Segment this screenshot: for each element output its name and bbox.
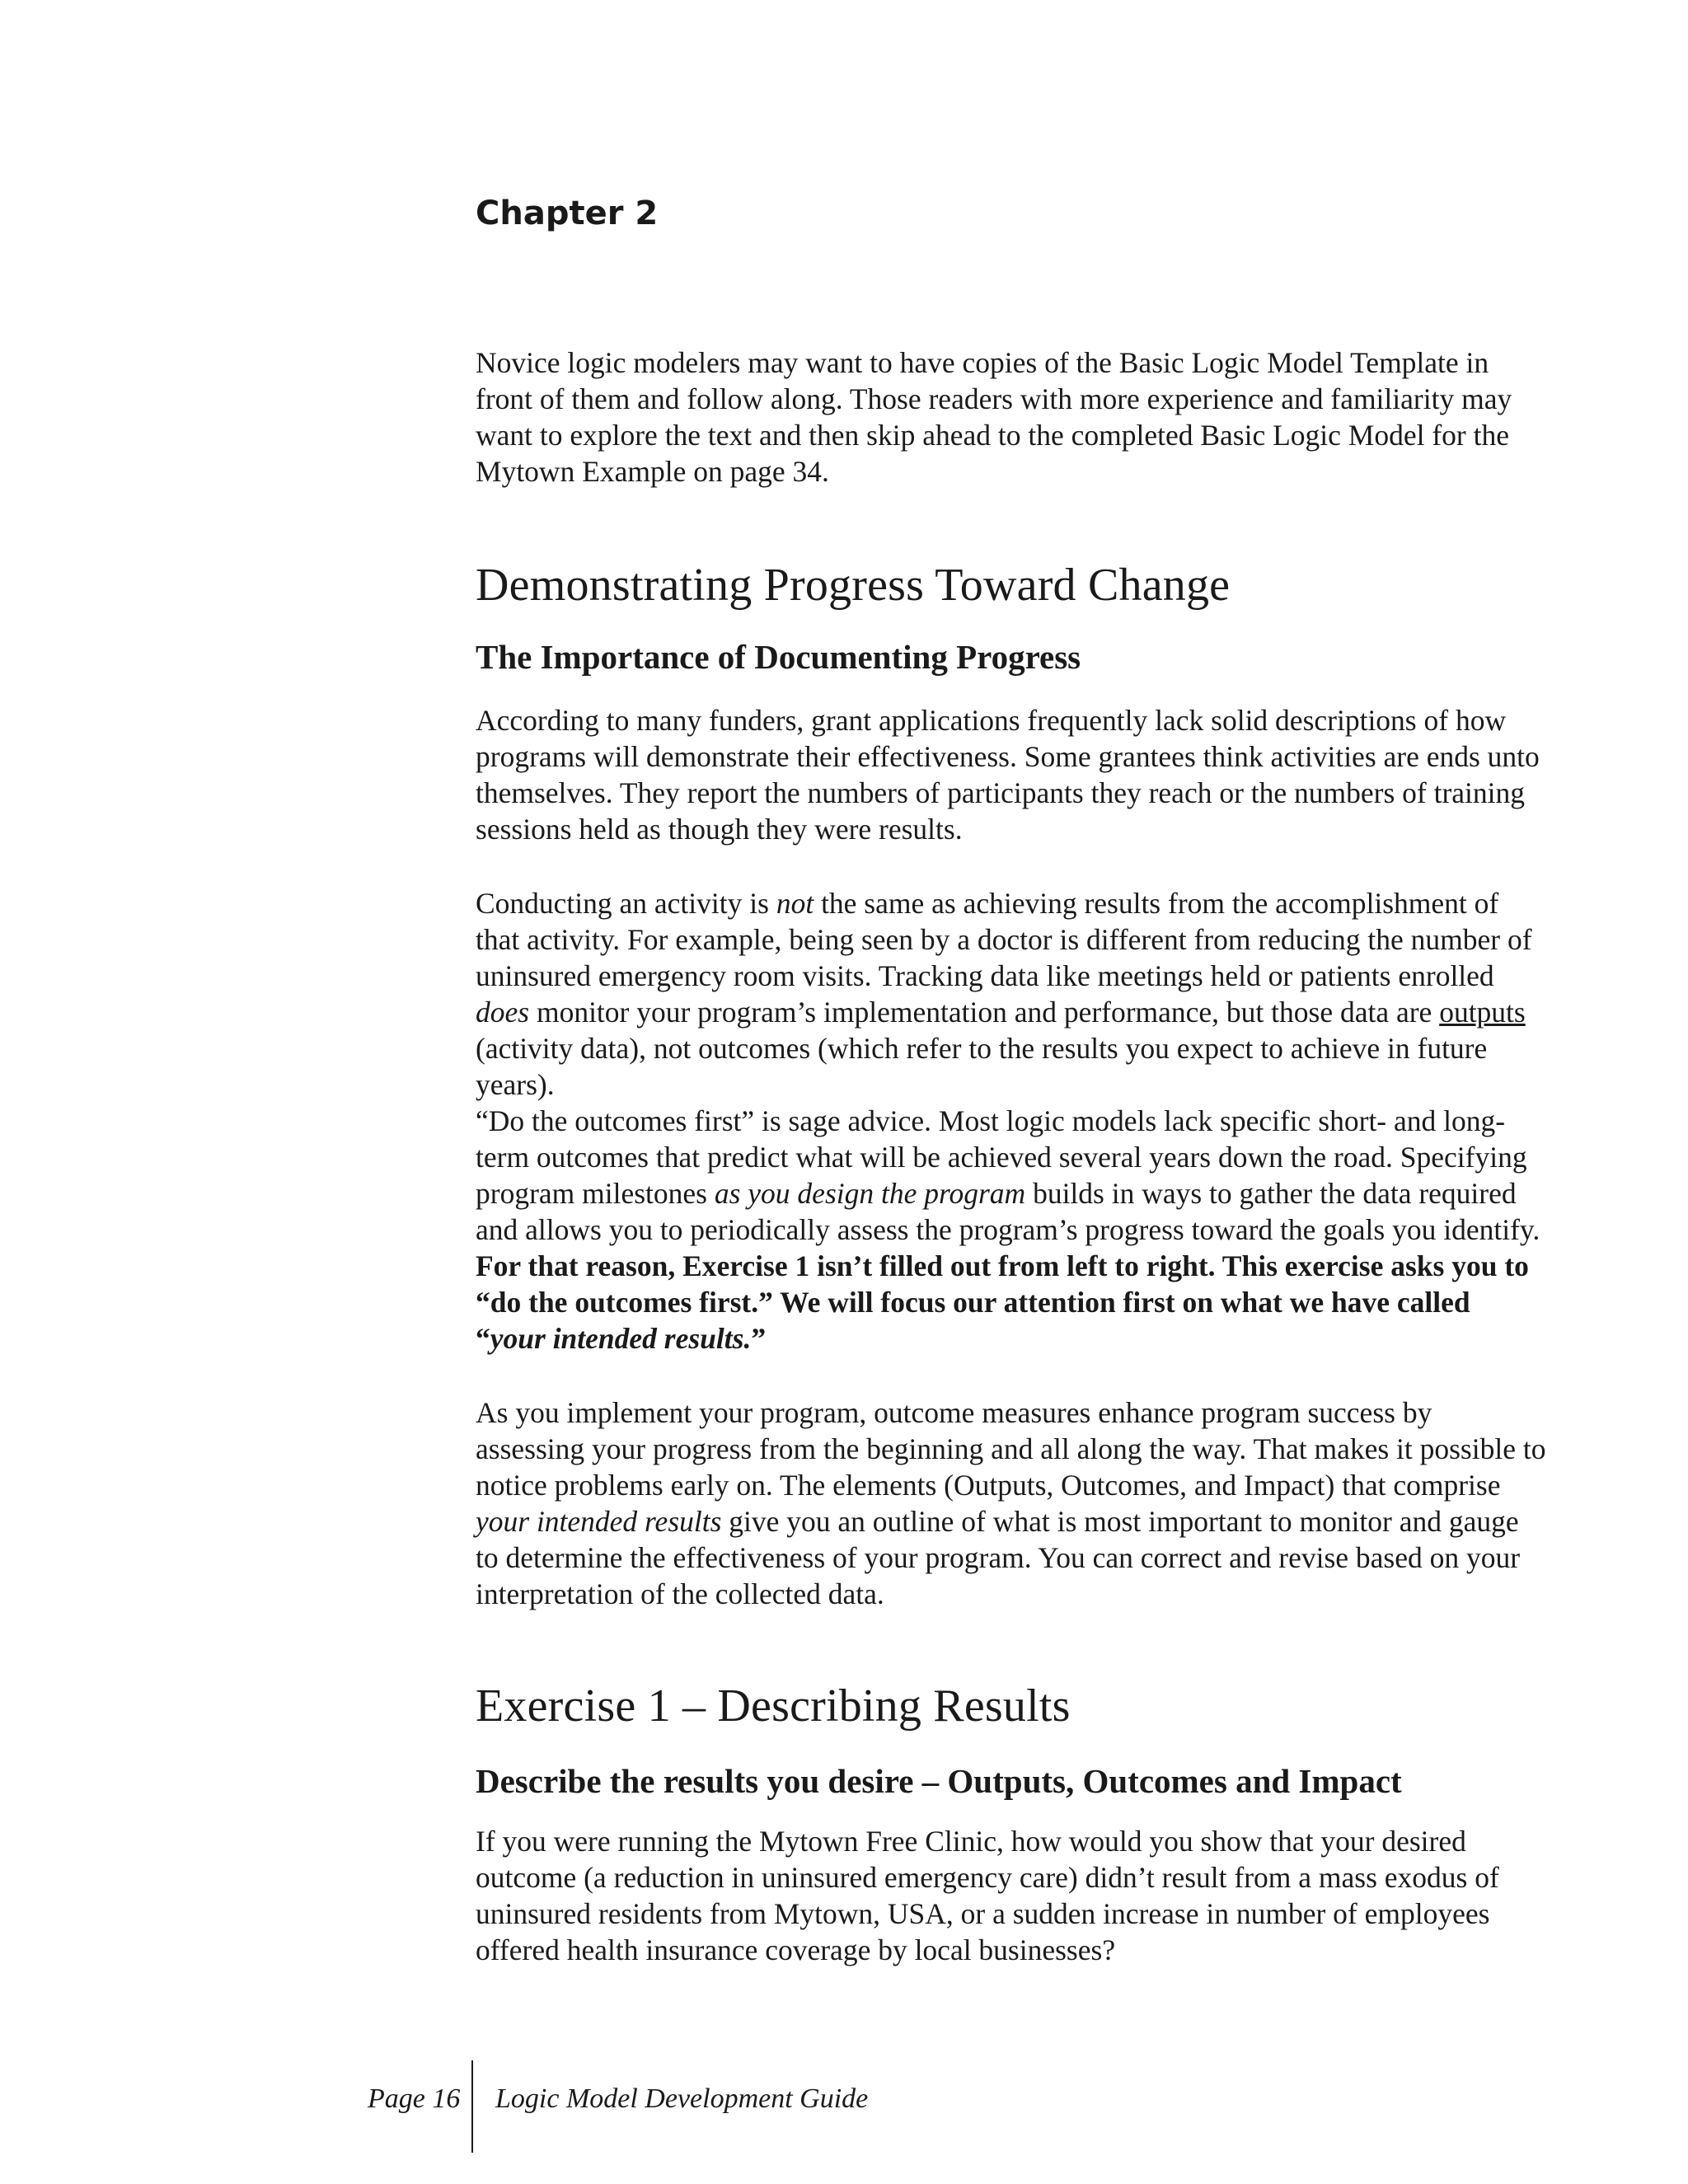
paragraph-outcomes-first <box>476 1103 1547 1357</box>
emphasis-as-you-design: as you design the program <box>714 1177 1026 1210</box>
text-run: “Do the outcomes first” is sage advice. Most logic models lack specific short- and long-term outcomes that predict what will be achieved several years down the road. Specifying program milestones <box>476 1104 1527 1210</box>
text-run: As you implement your program, outcome measures enhance program success by assessing your progress from the beginning and all along the way. That makes it possible to notice problems early on. The elements (Outputs, Outcomes, and Impact) that comprise <box>476 1396 1546 1502</box>
paragraph-conducting-activity <box>476 885 1547 1103</box>
chapter-label: Chapter 2 <box>476 194 659 232</box>
bold-close-quote: ” <box>751 1322 767 1355</box>
section-exercise-1 <box>476 1680 1547 1732</box>
text-run: (activity data), not outcomes (which refer to the results you expect to achieve in future years). <box>476 1032 1488 1101</box>
emphasis-does: does <box>476 996 530 1029</box>
body-paragraph <box>476 1394 1547 1612</box>
emphasis-not: not <box>776 887 814 920</box>
text-run: the same as achieving results from the accomplishment of that activity. For example, being seen by a doctor is different from reducing the number of uninsured emergency room visits. Tracking data like meetings held or patients enrolled <box>476 887 1532 992</box>
text-run: monitor your program’s implementation and performance, but those data are <box>529 996 1440 1029</box>
intro-paragraph: Novice logic modelers may want to have copies of the Basic Logic Model Template in front of them and follow along. Those readers with more experience and familiarity may want to explore the text and then skip ahead to the completed Basic Logic Model for the Mytown Example on page 34. <box>476 346 1512 488</box>
subsection-title: The Importance of Documenting Progress <box>476 638 1081 676</box>
subsection-describe-results <box>476 1760 1547 1802</box>
body-paragraph <box>476 1103 1547 1357</box>
intro-block <box>476 344 1547 490</box>
footer-divider <box>471 2060 473 2153</box>
underlined-outputs: outputs <box>1439 996 1526 1029</box>
paragraph-funders <box>476 702 1547 847</box>
text-run: give you an outline of what is most important to monitor and gauge to determine the effectiveness of your program. You can correct and revise based on your interpretation of the collected data. <box>476 1505 1521 1610</box>
subsection-importance <box>476 636 1547 677</box>
paragraph-mytown-clinic <box>476 1823 1547 1968</box>
footer-guide-title: Logic Model Development Guide <box>495 2083 869 2114</box>
paragraph-implement-program <box>476 1394 1547 1612</box>
footer-page-number: Page 16 <box>368 2083 461 2114</box>
body-paragraph <box>476 885 1547 1103</box>
bold-exercise-note: For that reason, Exercise 1 isn’t filled out from left to right. This exercise asks you to “do the outcomes first.” We will focus our attention first on what we have called “ <box>476 1249 1529 1355</box>
body-paragraph: According to many funders, grant applications frequently lack solid descriptions of how programs will demonstrate their effectiveness. Some grantees think activities are ends unto themselves. They report the numbers of participants they reach or the numbers of training sessions held as though they were results. <box>476 704 1540 846</box>
text-run: Conducting an activity is <box>476 887 776 920</box>
bold-italic-intended-results: your intended results. <box>490 1322 752 1355</box>
section-demonstrating-progress <box>476 559 1547 612</box>
text-run: builds in ways to gather the data required and allows you to periodically assess the program’s progress toward the goals you identify. <box>476 1177 1540 1246</box>
body-paragraph: If you were running the Mytown Free Clinic, how would you show that your desired outcome (a reduction in uninsured emergency care) didn’t result from a mass exodus of uninsured residents from Mytown, USA, or a sudden increase in number of employees offered health insurance coverage by local businesses? <box>476 1825 1499 1966</box>
subsection-title: Describe the results you desire – Outputs, Outcomes and Impact <box>476 1762 1402 1800</box>
section-title: Demonstrating Progress Toward Change <box>476 560 1231 611</box>
emphasis-your-intended-results: your intended results <box>476 1505 722 1538</box>
section-title: Exercise 1 – Describing Results <box>476 1680 1071 1732</box>
